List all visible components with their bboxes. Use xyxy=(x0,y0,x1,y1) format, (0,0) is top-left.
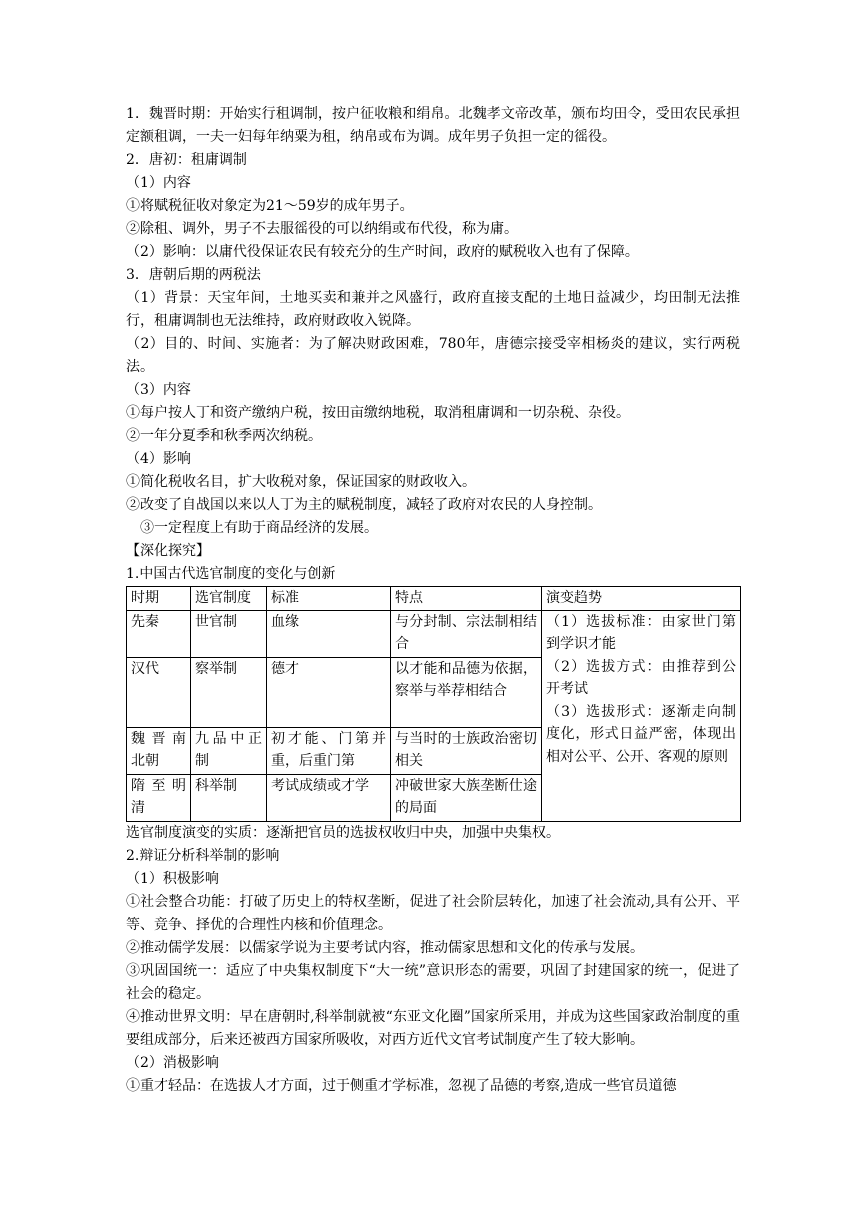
document-body xyxy=(126,103,740,1098)
paragraph-purpose: （2）目的、时间、实施者：为了解决财政困难，780年，唐德宗接受宰相杨炎的建议，实行两税法。 xyxy=(126,336,740,375)
list-item: ②一年分夏季和秋季两次纳税。 xyxy=(126,428,322,444)
list-item: ③一定程度上有助于商品经济的发展。 xyxy=(140,520,378,536)
table-cell: 先秦 xyxy=(127,610,191,657)
trend-item: （3）选拔形式：逐渐走向制度化，形式日益严密，体现出相对公平、公开、客观的原则 xyxy=(546,703,736,765)
list-item: ②推动儒学发展：以儒家学说为主要考试内容，推动儒家思想和文化的传承与发展。 xyxy=(126,939,644,956)
subheading-negative: （2）消极影响 xyxy=(126,1054,219,1071)
heading-two-tax: 3．唐朝后期的两税法 xyxy=(126,267,261,283)
list-item: ①社会整合功能：打破了历史上的特权垄断，促进了社会阶层转化，加速了社会流动,具有公开、平等、竞争、择优的合理性内核和价值理念。 xyxy=(126,893,740,933)
list-item: ②改变了自战国以来以人丁为主的赋税制度，减轻了政府对农民的人身控制。 xyxy=(126,497,602,513)
list-item: ①简化税收名目，扩大收税对象，保证国家的财政收入。 xyxy=(126,474,476,490)
table-cell: 与当时的士族政治密切相关 xyxy=(391,727,542,774)
table-cell: 考试成绩或才学 xyxy=(267,774,391,821)
table-cell: 以才能和品德为依据，察举与举荐相结合 xyxy=(391,657,542,727)
trend-item: （1）选拔标准：由家世门第到学识才能 xyxy=(546,613,736,652)
table-cell: 与分封制、宗法制相结合 xyxy=(391,610,542,657)
subheading-content: （1）内容 xyxy=(126,175,191,191)
table-cell: 世官制 xyxy=(191,610,267,657)
table-cell: 德才 xyxy=(267,657,391,727)
list-item: ①将赋税征收对象定为21～59岁的成年男子。 xyxy=(126,198,414,214)
table-title: 1.中国古代选官制度的变化与创新 xyxy=(126,566,336,582)
list-item: ②除租、调外，男子不去服徭役的可以纳绢或布代役，称为庸。 xyxy=(126,221,518,237)
table-cell: 隋至明清 xyxy=(127,774,191,821)
list-item: ①每户按人丁和资产缴纳户税，按田亩缴纳地税，取消租庸调和一切杂税、杂役。 xyxy=(126,405,630,421)
explore-heading: 【深化探究】 xyxy=(126,543,210,559)
table-cell: 科举制 xyxy=(191,774,267,821)
table-cell: 初才能、门第并重，后重门第 xyxy=(267,727,391,774)
table-header-cell: 特点 xyxy=(391,587,542,611)
list-item: ①重才轻品：在选拔人才方面，过于侧重才学标准，忽视了品德的考察,造成一些官员道德 xyxy=(126,1077,677,1094)
list-item: ③巩固国统一：适应了中央集权制度下“大一统”意识形态的需要，巩固了封建国家的统一，促进了社会的稳定。 xyxy=(126,962,740,1002)
trend-item: （2）选拔方式：由推荐到公开考试 xyxy=(546,658,736,697)
subheading-impact: （2）影响：以庸代役保证农民有较充分的生产时间，政府的赋税收入也有了保障。 xyxy=(126,244,639,260)
subheading-content: （3）内容 xyxy=(126,382,191,398)
table-cell: 汉代 xyxy=(127,657,191,727)
heading-tang-early: 2．唐初：租庸调制 xyxy=(126,152,247,168)
table-header-cell: 时期 xyxy=(127,587,191,611)
table-cell: 察举制 xyxy=(191,657,267,727)
table-header-row xyxy=(127,587,741,611)
selection-system-table xyxy=(126,586,741,822)
paragraph-weijin: 1．魏晋时期：开始实行租调制，按户征收粮和绢帛。北魏孝文帝改革，颁布均田令，受田农民承担定额租调，一夫一妇每年纳粟为租，纳帛或布为调。成年男子负担一定的徭役。 xyxy=(126,106,740,145)
table-header-cell: 标准 xyxy=(267,587,391,611)
table-cell: 魏晋南北朝 xyxy=(127,727,191,774)
list-item: ④推动世界文明：早在唐朝时,科举制就被“东亚文化圈”国家所采用，并成为这些国家政治制度的重要组成部分，后来还被西方国家所吸收，对西方近代文官考试制度产生了较大影响。 xyxy=(126,1008,740,1048)
table-header-cell: 演变趋势 xyxy=(542,587,741,611)
heading-keju-impact: 2.辩证分析科举制的影响 xyxy=(126,847,280,864)
table-header-cell: 选官制度 xyxy=(191,587,267,611)
table-cell: 九品中正制 xyxy=(191,727,267,774)
table-row xyxy=(127,610,741,657)
trend-cell xyxy=(542,610,741,821)
table-cell: 血缘 xyxy=(267,610,391,657)
subheading-positive: （1）积极影响 xyxy=(126,870,219,887)
paragraph-background: （1）背景：天宝年间，土地买卖和兼并之风盛行，政府直接支配的土地日益减少，均田制无法推行，租庸调制也无法维持，政府财政收入锐降。 xyxy=(126,290,740,329)
subheading-impact: （4）影响 xyxy=(126,451,191,467)
paragraph-essence: 选官制度演变的实质：逐渐把官员的选拔权收归中央，加强中央集权。 xyxy=(126,824,560,841)
table-cell: 冲破世家大族垄断仕途的局面 xyxy=(391,774,542,821)
